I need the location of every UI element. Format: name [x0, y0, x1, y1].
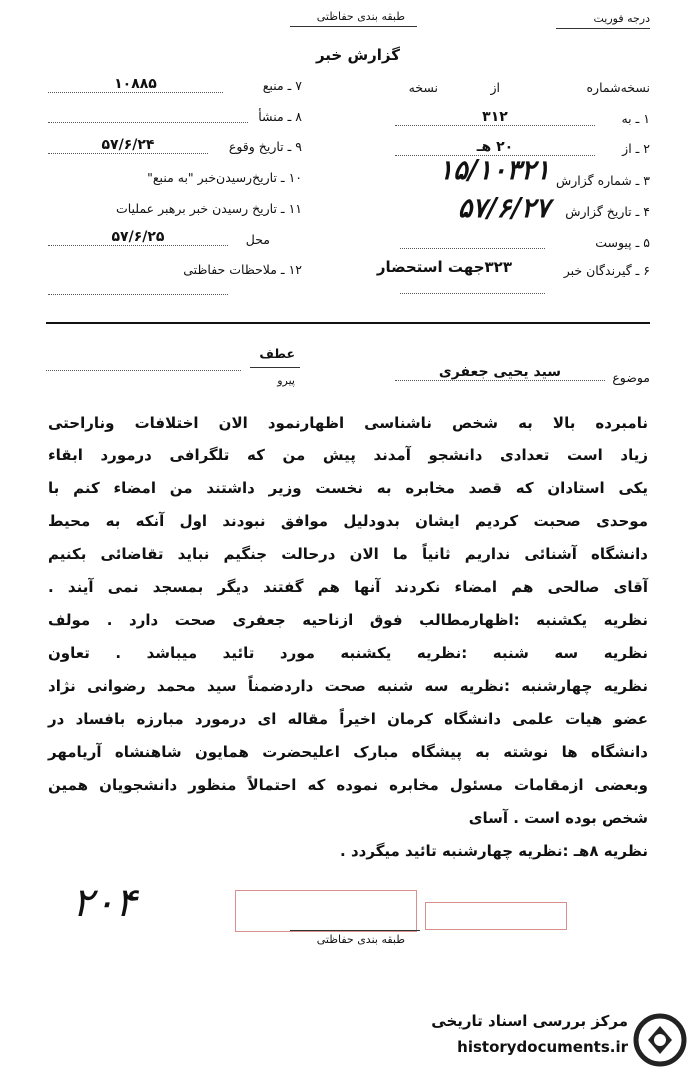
- handwritten-page-number: ۲۰۴: [72, 880, 137, 926]
- classification-box-line: [290, 26, 417, 27]
- body-line: دانشگاه آشنائی نداریم ثانیاً ما الان درحالت جنگیم نباید تقاضائی بکنیم: [48, 545, 648, 563]
- body-line: وبعضی ازمقامات مسئول مخابره نموده که احتمالاً منظور دانشجویان همین: [48, 776, 648, 794]
- classification-label-bottom: طبقه بندی حفاظتی: [316, 933, 405, 946]
- field-label-occurrence-date: ۹ ـ تاریخ وقوع: [228, 139, 302, 154]
- body-line: یکی استادان که قصد مخابره به نخست وزیر داشتند من امضاء کنم با: [48, 479, 648, 497]
- field-value-occurrence-date: ۵۷/۶/۲۴: [48, 137, 208, 154]
- field-value-source: ۱۰۸۸۵: [48, 76, 223, 93]
- field-label-origin: ۸ ـ منشأ: [258, 109, 302, 124]
- subject-label: موضوع: [612, 370, 650, 385]
- field-label-report-date: ۴ ـ تاریخ گزارش: [565, 204, 650, 219]
- field-line-notes: [48, 294, 228, 295]
- field-label-to: ۱ ـ به: [621, 111, 650, 126]
- field-value-location-date: ۵۷/۶/۲۵: [48, 229, 228, 246]
- header-separator: [46, 322, 650, 324]
- faded-stamp: [235, 890, 417, 932]
- body-line: نظریه یکشنبه :اظهارمطالب فوق ازناحیه جعفری صحت دارد . مولف: [48, 611, 648, 629]
- body-line: نظریه چهارشنبه :نظریه سه شنبه صحت داردضمناً سید محمد رضوانی نژاد: [48, 677, 648, 695]
- followup-label: پیرو: [277, 374, 295, 387]
- reference-label: عطف: [259, 346, 295, 361]
- field-label-security-notes: ۱۲ ـ ملاحظات حفاظتی: [183, 262, 302, 277]
- reference-dotted-line: [46, 370, 241, 371]
- field-label-from: ۲ ـ از: [622, 141, 650, 156]
- field-value-from: ۲۰ هـ: [395, 139, 595, 156]
- field-label-attachment: ۵ ـ پیوست: [595, 235, 650, 250]
- field-value-to: ۳۱۲: [395, 109, 595, 126]
- field-label-report-number: ۳ ـ شماره گزارش: [555, 173, 650, 188]
- field-label-copy-number: نسخه‌شماره: [586, 80, 650, 95]
- field-value-report-number: ۱۵/۱۰۳۲۱: [438, 155, 550, 186]
- body-line: نظریه سه شنبه :نظریه یکشنبه مورد تائید میباشد . تعاون: [48, 644, 648, 662]
- classification-box-line-bottom: [290, 930, 420, 931]
- field-label-copy-of: از: [490, 80, 500, 95]
- watermark-text: مرکز بررسی اسناد تاریخی: [431, 1012, 628, 1030]
- field-label-recipients: ۶ ـ گیرندگان خبر: [563, 263, 650, 278]
- field-label-date-to-source: ۱۰ ـ تاریخ‌رسیدن‌خبر "به منبع": [147, 170, 302, 185]
- report-title: گزارش خبر: [315, 46, 400, 64]
- body-line: موحدی صحبت کردیم ایشان بدودلیل موافق نبودند اول آنکه به محیط: [48, 512, 648, 530]
- field-label-copy: نسخه: [408, 80, 438, 95]
- archive-watermark: [431, 1010, 690, 1070]
- priority-label: درجه فوریت: [593, 12, 650, 25]
- faded-stamp: [425, 902, 567, 930]
- field-line-attachment: [400, 248, 545, 249]
- field-value-report-date: ۵۷/۶/۲۷: [457, 193, 550, 224]
- priority-box-line: [556, 28, 650, 29]
- body-line: آقای صالحی هم امضاء نکردند آنها هم گفتند دیگر بمسجد نمی آیند .: [48, 578, 648, 596]
- body-line: نامبرده بالا به شخص ناشناسی اظهارنمود الان اختلافات وناراحتی: [48, 414, 648, 432]
- subject-value: سید یحیی جعفری: [395, 364, 605, 381]
- watermark-url: historydocuments.ir: [457, 1038, 628, 1056]
- field-label-source: ۷ ـ منبع: [262, 78, 302, 93]
- body-line: زیاد است تعدادی دانشجو آمدند پیش من که تلگرافی درمورد ابقاء: [48, 446, 648, 464]
- archive-logo-icon: [632, 1012, 688, 1068]
- body-line: دانشگاه ها نوشته به پیشگاه مبارک اعلیحضرت همایون شاهنشاه آریامهر: [48, 743, 648, 761]
- body-line: شخص بوده است . آسای: [468, 809, 648, 827]
- field-label-location: محل: [245, 232, 270, 247]
- reference-line: [250, 367, 300, 368]
- body-line: نظریه ۸هـ :نظریه چهارشنبه تائید میگردد .: [340, 842, 648, 860]
- body-line: عضو هیات علمی دانشگاه کرمان اخیراً مقاله ای درمورد مبارزه بافساد در: [48, 710, 648, 728]
- field-line-recipients: [400, 293, 545, 294]
- field-value-recipients: ۳۲۳جهت استحضار: [376, 258, 512, 276]
- field-line-origin: [48, 122, 248, 123]
- field-label-date-to-leader: ۱۱ ـ تاریخ رسیدن خبر برهبر عملیات: [115, 201, 302, 216]
- classification-label-top: طبقه بندی حفاظتی: [316, 10, 405, 23]
